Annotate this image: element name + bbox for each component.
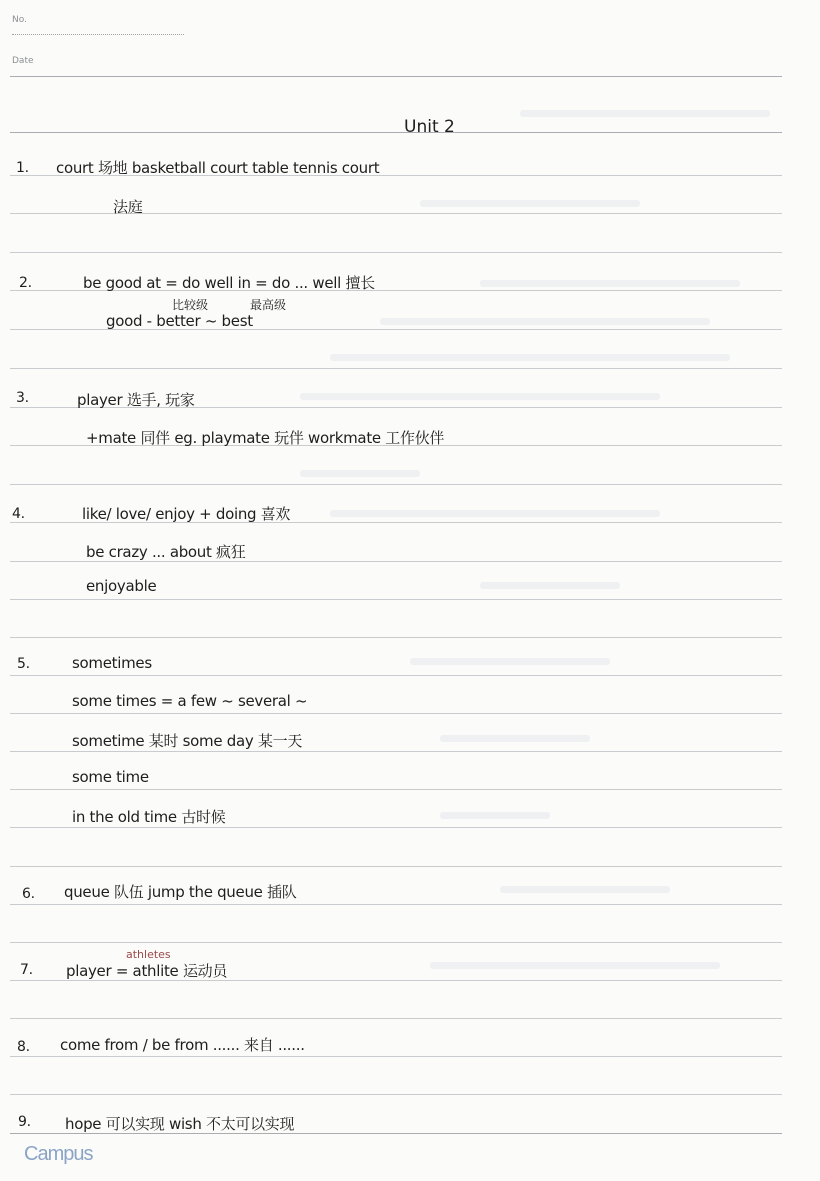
- entry-number: 1.: [16, 160, 29, 176]
- entry-number: 9.: [18, 1114, 31, 1130]
- no-label: No.: [12, 15, 27, 25]
- ruled-line: [10, 789, 782, 790]
- ruled-line: [10, 866, 782, 867]
- ghost-mark: [380, 318, 710, 325]
- brand-logo: Campus: [24, 1143, 93, 1165]
- entry-line: court 场地 basketball court table tennis court: [56, 159, 380, 177]
- entry-line: sometime 某时 some day 某一天: [72, 732, 303, 750]
- ruled-line: [10, 904, 782, 905]
- entry-number: 7.: [20, 962, 33, 978]
- entry-number: 2.: [19, 275, 32, 291]
- entry-line: come from / be from ...... 来自 ......: [60, 1036, 305, 1054]
- entry-line: sometimes: [72, 654, 152, 672]
- ghost-mark: [430, 962, 720, 969]
- ghost-mark: [330, 354, 730, 361]
- entry-line: some time: [72, 768, 149, 786]
- ruled-line: [10, 1018, 782, 1019]
- ruled-line: [10, 637, 782, 638]
- superscript-note: 最高级: [250, 298, 287, 312]
- ghost-mark: [520, 110, 770, 117]
- entry-line: 法庭: [113, 198, 143, 216]
- no-underline: [12, 34, 184, 35]
- ruled-line: [10, 942, 782, 943]
- ruled-line: [10, 368, 782, 369]
- ghost-mark: [480, 280, 740, 287]
- date-label: Date: [12, 56, 34, 66]
- ghost-mark: [480, 582, 620, 589]
- ruled-line: [10, 1056, 782, 1057]
- ghost-mark: [300, 470, 420, 477]
- ruled-line: [10, 675, 782, 676]
- ghost-mark: [440, 812, 550, 819]
- entry-line: hope 可以实现 wish 不太可以实现: [65, 1115, 295, 1133]
- entry-line: queue 队伍 jump the queue 插队: [64, 883, 297, 901]
- entry-line: enjoyable: [86, 577, 157, 595]
- ghost-mark: [500, 886, 670, 893]
- entry-number: 5.: [17, 656, 30, 672]
- entry-number: 6.: [22, 886, 35, 902]
- entry-line: like/ love/ enjoy + doing 喜欢: [82, 505, 291, 523]
- ruled-line: [10, 827, 782, 828]
- entry-line: be good at = do well in = do ... well 擅长: [83, 274, 375, 292]
- ghost-mark: [330, 510, 660, 517]
- ghost-mark: [410, 658, 610, 665]
- entry-line: player = athlite 运动员: [66, 962, 228, 980]
- entry-line: +mate 同伴 eg. playmate 玩伴 workmate 工作伙伴: [86, 429, 445, 447]
- header-rule: [10, 76, 782, 77]
- superscript-note: 比较级: [172, 298, 209, 312]
- ghost-mark: [420, 200, 640, 207]
- entry-number: 4.: [12, 506, 25, 522]
- entry-line: be crazy ... about 疯狂: [86, 543, 246, 561]
- page-title: Unit 2: [404, 117, 455, 137]
- superscript-note: athletes: [126, 948, 171, 961]
- entry-number: 8.: [17, 1039, 30, 1055]
- entry-line: good - better ~ best: [106, 312, 253, 330]
- entry-line: in the old time 古时候: [72, 808, 226, 826]
- ruled-line: [10, 132, 782, 133]
- ruled-line: [10, 1094, 782, 1095]
- ruled-line: [10, 484, 782, 485]
- entry-line: player 选手, 玩家: [77, 391, 195, 409]
- entry-line: some times = a few ~ several ~: [72, 692, 308, 710]
- ghost-mark: [440, 735, 590, 742]
- ghost-mark: [300, 393, 660, 400]
- entry-number: 3.: [16, 390, 29, 406]
- ruled-line: [10, 751, 782, 752]
- ruled-line: [10, 252, 782, 253]
- ruled-line: [10, 599, 782, 600]
- ruled-line: [10, 713, 782, 714]
